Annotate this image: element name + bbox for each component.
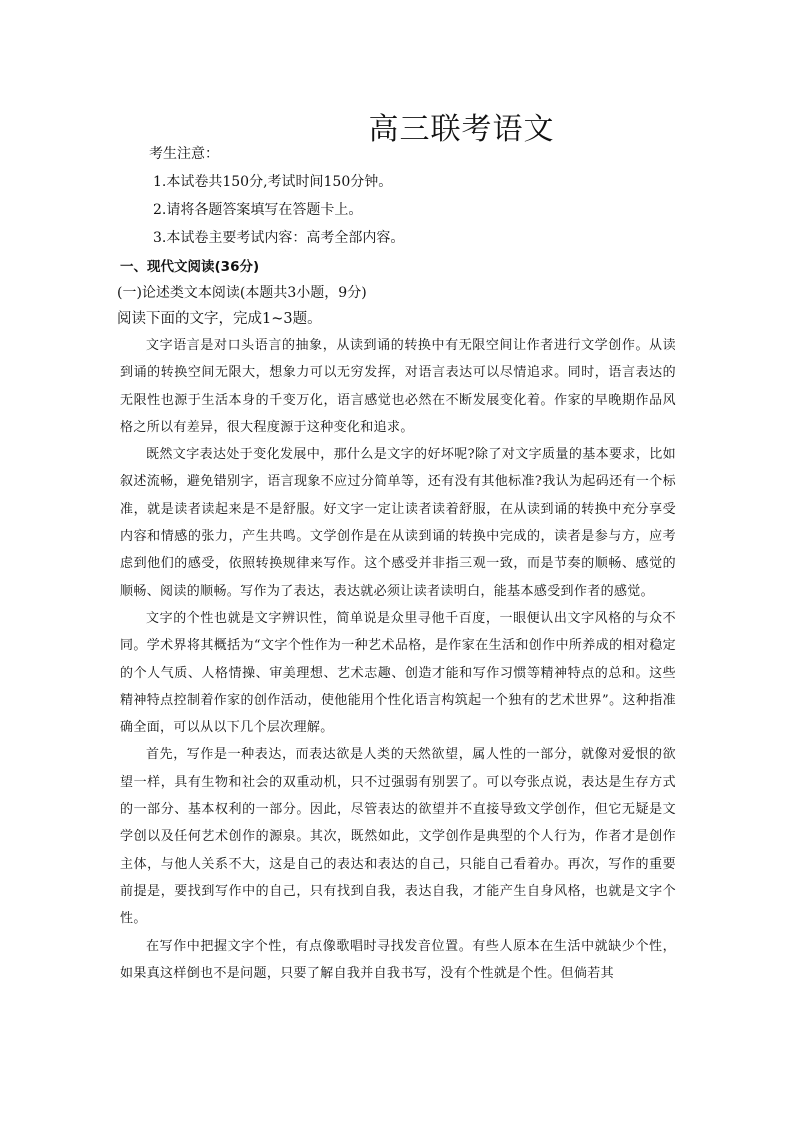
article-body [120,332,676,987]
notice-item-3: 3.本试卷主要考试内容：高考全部内容。 [153,230,405,246]
paragraph: 文字的个性也就是文字辨识性，简单说是众里寻他千百度，一眼便认出文字风格的与众不同。学术界将其概括为“文字个性作为一种艺术品格，是作家在生活和创作中所养成的相对稳定的个人气质、人格情操、审美理想、艺术志趣、创造才能和写作习惯等精神特点的总和。这些精神特点控制着作家的创作活动，使他能用个性化语言构筑起一个独有的艺术世界”。这种指准确全面，可以从以下几个层次理解。 [120,610,676,736]
reading-instruction: 阅读下面的文字，完成1~3题。 [117,311,322,327]
notice-item-2: 2.请将各题答案填写在答题卡上。 [153,202,363,218]
paragraph: 既然文字表达处于变化发展中，那什么是文字的好坏呢?除了对文字质量的基本要求，比如叙述流畅，避免错别字，语言现象不应过分简单等，还有没有其他标准?我认为起码还有一个标准，就是读者读起来是不是舒服。好文字一定让读者读着舒服，在从读到诵的转换中充分享受内容和情感的张力，产生共鸣。文学创作是在从读到诵的转换中完成的，读者是参与方，应考虑到他们的感受，依照转换规律来写作。这个感受并非指三观一致，而是节奏的顺畅、感觉的顺畅、阅读的顺畅。写作为了表达，表达就必须让读者读明白，能基本感受到作者的感觉。 [120,447,676,599]
notice-heading: 考生注意： [149,146,219,162]
paragraph: 文字语言是对口头语言的抽象，从读到诵的转换中有无限空间让作者进行文学创作。从读到诵的转换空间无限大，想象力可以无穷发挥，对语言表达可以尽情追求。同时，语言表达的无限性也源于生活本身的千变万化，语言感觉也必然在不断发展变化着。作家的早晚期作品风格之所以有差异，很大程度源于这种变化和追求。 [120,338,676,435]
subsection-heading: (一)论述类文本阅读(本题共3小题，9分) [117,285,367,301]
paragraph: 在写作中把握文字个性，有点像歌唱时寻找发音位置。有些人原本在生活中就缺少个性，如果真这样倒也不是问题，只要了解自我并自我书写，没有个性就是个性。但倘若其 [120,938,676,981]
document-title: 高三联考语文 [368,112,555,147]
paragraph: 首先，写作是一种表达，而表达欲是人类的天然欲望，属人性的一部分，就像对爱恨的欲望一样，具有生物和社会的双重动机，只不过强弱有别罢了。可以夸张点说，表达是生存方式的一部分、基本权利的一部分。因此，尽管表达的欲望并不直接导致文学创作，但它无疑是文学创以及任何艺术创作的源泉。其次，既然如此，文学创作是典型的个人行为，作者才是创作主体，与他人关系不大，这是自己的表达和表达的自己，只能自己看着办。再次，写作的重要前提是，要找到写作中的自己，只有找到自我，表达自我，才能产生自身风格，也就是文字个性。 [120,747,676,927]
section-heading: 一、现代文阅读(36分) [120,259,260,275]
notice-item-1: 1.本试卷共150分,考试时间150分钟。 [153,174,393,190]
